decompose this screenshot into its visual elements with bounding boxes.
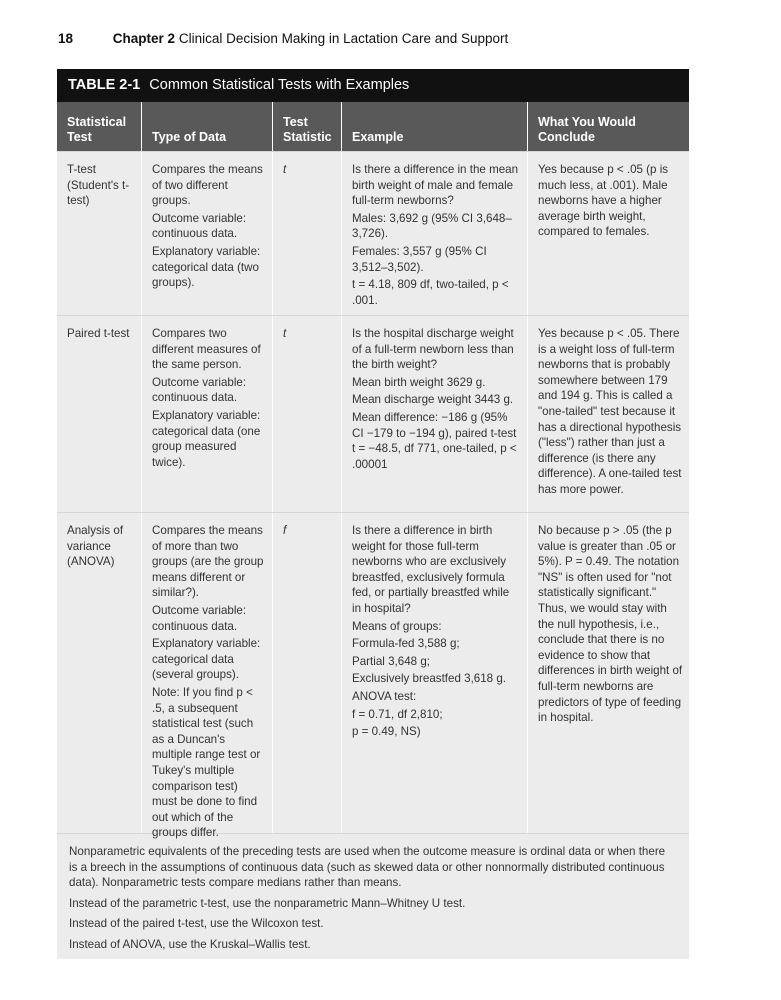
cell-text: Mean difference: −186 g (95% CI −179 to −194 g), paired t-test t = −48.5, df 771, one-tailed, p < .00001 — [352, 410, 517, 471]
table-number: TABLE 2-1 — [68, 77, 141, 93]
cell-text: ANOVA test: — [352, 689, 417, 703]
header-test-statistic: Test Statistic — [273, 102, 342, 151]
cell-type-of-data — [142, 316, 273, 512]
footnote: Instead of the paired t-test, use the Wilcoxon test. — [69, 917, 324, 931]
cell-type-of-data — [142, 152, 273, 315]
table-footnotes — [57, 833, 689, 959]
header-type-of-data: Type of Data — [142, 102, 273, 151]
cell-text: No because p > .05 (the p value is greater than .05 or 5%). P = 0.49. The notation "NS" is often used for "not statistically significant." Thus, we would stay with the null hypothesis, i.e., conclude that there is no evidence to show that differences in birth weight of full-term newborns are predictors of type of feeding in hospital. — [538, 524, 683, 725]
cell-text: p = 0.49, NS) — [352, 725, 421, 739]
cell-type-of-data — [142, 513, 273, 840]
cell-text: f = 0.71, df 2,810; — [352, 707, 443, 721]
cell-text: Yes because p < .05 (p is much less, at .001). Male newborns have a higher average birth weight, compared to females. — [538, 163, 669, 239]
cell-text: Explanatory variable: categorical data (several groups). — [152, 637, 261, 682]
table-row — [57, 315, 689, 512]
cell-text: Outcome variable: continuous data. — [152, 375, 247, 405]
cell-test-name: Paired t-test — [57, 316, 142, 512]
cell-conclusion — [528, 513, 689, 833]
cell-text: Formula-fed 3,588 g; — [352, 637, 460, 651]
table-row — [57, 512, 689, 840]
table-title: Common Statistical Tests with Examples — [149, 77, 410, 93]
cell-text: Females: 3,557 g (95% CI 3,512–3,502). — [352, 244, 487, 274]
cell-example — [342, 316, 528, 512]
cell-text: Males: 3,692 g (95% CI 3,648–3,726). — [352, 211, 512, 241]
chapter-title: Clinical Decision Making in Lactation Care and Support — [178, 31, 509, 46]
cell-text: Note: If you find p < .5, a subsequent statistical test (such as a Duncan's multiple range test or Tukey's multiple comparison test) must be done to find out which of the groups differ. — [152, 685, 261, 840]
cell-text: Outcome variable: continuous data. — [152, 603, 247, 633]
statistical-tests-table — [57, 69, 689, 959]
cell-text: Outcome variable: continuous data. — [152, 211, 247, 241]
cell-text: Compares the means of more than two groups (are the group means different or similar?). — [152, 524, 264, 600]
cell-text: t = 4.18, 809 df, two-tailed, p < .001. — [352, 278, 509, 307]
cell-example — [342, 513, 528, 833]
cell-conclusion — [528, 152, 689, 315]
cell-test-statistic: t — [273, 152, 342, 315]
cell-text: Yes because p < .05. There is a weight loss of full-term newborns that is probably somewhere between 179 and 194 g. This is called a "one-tailed" test because it has a directional hypothesis ("less") rather than just a difference (is there any difference). A one-tailed test has more power. — [538, 327, 682, 496]
cell-text: Compares two different measures of the same person. — [152, 327, 261, 372]
cell-text: Mean discharge weight 3443 g. — [352, 393, 514, 407]
cell-text: Is there a difference in birth weight for those full-term newborns who are exclusively breastfed, exclusively formula fed, or partially breastfed while in hospital? — [352, 524, 510, 615]
cell-text: Explanatory variable: categorical data (one group measured twice). — [152, 408, 261, 469]
cell-test-name: T-test (Student's t-test) — [57, 152, 142, 315]
cell-text: Means of groups: — [352, 619, 442, 633]
cell-text: Partial 3,648 g; — [352, 654, 430, 668]
page-number: 18 — [58, 31, 74, 46]
footnote: Instead of ANOVA, use the Kruskal–Wallis test. — [69, 937, 311, 951]
cell-test-statistic: t — [273, 316, 342, 512]
cell-text: Compares the means of two different groups. — [152, 163, 263, 208]
cell-text: Explanatory variable: categorical data (two groups). — [152, 244, 261, 290]
cell-text: Exclusively breastfed 3,618 g. — [352, 672, 507, 686]
cell-test-name: Analysis of variance (ANOVA) — [57, 513, 142, 833]
header-conclusion: What You Would Conclude — [538, 115, 636, 144]
table-row — [57, 151, 689, 315]
header-statistical-test: Statistical Test — [57, 102, 142, 151]
cell-text: Is the hospital discharge weight of a full-term newborn less than the birth weight? — [352, 327, 514, 372]
cell-conclusion — [528, 316, 689, 512]
footnote: Instead of the parametric t-test, use the nonparametric Mann–Whitney U test. — [69, 896, 466, 910]
chapter-label: Chapter 2 — [112, 31, 176, 46]
header-example: Example — [342, 102, 528, 151]
cell-test-statistic: f — [273, 513, 342, 833]
cell-text: Mean birth weight 3629 g. — [352, 375, 486, 389]
page-header — [58, 31, 508, 46]
footnote: Nonparametric equivalents of the preceding tests are used when the outcome measure is ordinal data or when there is a breech in the assumptions of continuous data (such as skewed data or other nonnormally distributed continuous data). Nonparametric tests compare medians rather than means. — [69, 845, 666, 890]
table-header-row — [57, 102, 689, 151]
cell-example — [342, 152, 528, 315]
cell-text: Is there a difference in the mean birth weight of male and female full-term newborns? — [352, 163, 519, 208]
table-title-bar — [57, 69, 689, 102]
